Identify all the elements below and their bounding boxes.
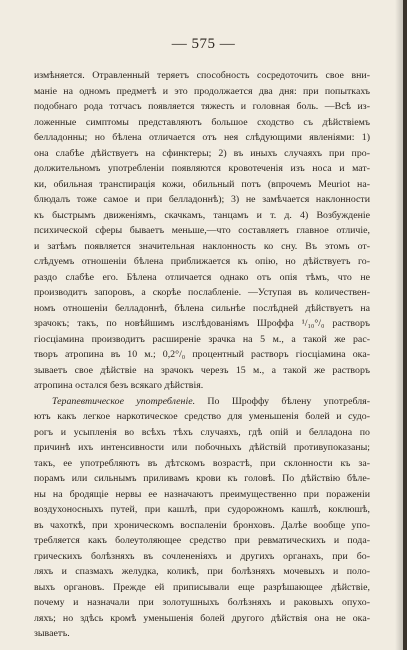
- text-line: выхъ органовъ. Прежде ей приписывали еще разрѣшающее дѣйствіе,: [34, 581, 370, 593]
- text-line: ны на бродящіе нервы ее назначаютъ преимущественно при пораженіи: [34, 488, 370, 500]
- paragraph-therapeutic-use: [34, 394, 370, 642]
- text-line: зрачокъ; такъ, по новѣйшимъ изслѣдованіямъ Шроффа ¹/₁₀°/₀ растворъ: [34, 318, 370, 329]
- text-line: причинѣ ихъ интенсивности или побочныхъ дѣйствій противупоказаны;: [34, 442, 370, 453]
- text-line: она слабѣе дѣйствуетъ на сфинктеры; 2) въ иныхъ случаяхъ при про-: [34, 147, 370, 159]
- text-line-heading: [34, 394, 370, 410]
- text-line: къ быстрымъ движеніямъ, скачкамъ, танцамъ и т. д. 4) Возбужденіе: [34, 209, 370, 221]
- text-line: порамъ или сильнымъ приливамъ крови къ головѣ. По дѣйствію бѣле-: [34, 473, 370, 484]
- section-heading: Терапевтическое употребленіе.: [52, 395, 196, 407]
- text-line: подобнаго рода тотчасъ появляется тяжесть и головная боль. —Всѣ из-: [34, 101, 370, 112]
- text-line: раздо слабѣе его. Бѣлена отличается однако отъ опія тѣмъ, что не: [34, 271, 370, 283]
- text-line: рогъ и усыпленія во всѣхъ тѣхъ случаяхъ, гдѣ опій и белладона по: [34, 426, 370, 438]
- text-line: ляхъ; но здѣсь кромѣ уменьшенія болей другого дѣйствія она не ока-: [34, 612, 370, 624]
- text-line: производитъ запоровъ, а скорѣе послабленіе. —Уступая въ количествен-: [34, 287, 370, 298]
- text-line: зываетъ свое дѣйствіе на зрачокъ черезъ 15 м., а такой же растворъ: [34, 364, 370, 376]
- text-line: номъ отношеніи белладоннѣ, бѣлена сильнѣе послѣдней дѣйствуетъ на: [34, 302, 370, 314]
- text-line: атропина остался безъ всякаго дѣйствія.: [34, 380, 204, 391]
- text-line: воздухоносныхъ путей, при кашлѣ, при судорожномъ кашлѣ, коклюшѣ,: [34, 504, 370, 515]
- text-line: и затѣмъ появляется значительная наклонность ко сну. Въ этомъ от-: [34, 240, 370, 252]
- text-line: ки, обильная транспирація кожи, обильный потъ (впрочемъ Meuriot на-: [34, 178, 370, 190]
- paragraph-symptoms: [34, 68, 370, 394]
- body-text: [34, 68, 370, 642]
- text-fragment: По Шроффу бѣлену употребля-: [195, 395, 370, 407]
- text-line: должительномъ употребленіи появляются кровотеченія изъ носа и мат-: [34, 163, 370, 174]
- page-number: — 575 —: [171, 36, 236, 52]
- text-line: въ чахоткѣ, при хроническомъ воспаленіи бронховъ. Далѣе вообще упо-: [34, 519, 370, 531]
- text-line: белладонны; но бѣлена отличается отъ нея слѣдующими явленіями: 1): [34, 132, 370, 143]
- text-line: маніе на одномъ предметѣ и это продолжается два дня: при попыткахъ: [34, 85, 370, 97]
- text-line: грическихъ болѣзняхъ въ сочлененіяхъ и другихъ органахъ, при бо-: [34, 550, 370, 562]
- text-line: требляется какъ болеутоляющее средство при ревматическихъ и пода-: [34, 535, 370, 546]
- page-edge-shadow: [395, 0, 403, 650]
- text-line: почему и назначали при золотушныхъ болѣзняхъ и раковыхъ опухо-: [34, 597, 370, 608]
- text-line: гіосціамина производитъ расширеніе зрачка на 5 м., а такой же рас-: [34, 333, 370, 345]
- text-line: ютъ какъ легкое наркотическое средство для уменьшенія болей и судо-: [34, 411, 370, 422]
- text-line: блюдалъ тоже самое и при белладоннѣ); 3) не замѣчается наклонности: [34, 194, 370, 205]
- text-line: ляхъ и спазмахъ желудка, коликѣ, при болѣзняхъ мочевыхъ и поло-: [34, 566, 370, 577]
- text-line: измѣняется. Отравленный теряетъ способность сосредоточить свое вни-: [34, 70, 370, 81]
- text-line: слѣдуемъ отношеніи бѣлена приближается къ опію, но дѣйствуетъ го-: [34, 256, 370, 267]
- text-line: такъ, ее употребляютъ въ дѣтскомъ возрастѣ, при склонности къ за-: [34, 457, 370, 469]
- text-line: зываетъ.: [34, 628, 70, 639]
- text-line: ложенные симптомы представляютъ большое сходство съ дѣйствіемъ: [34, 116, 370, 128]
- text-line: творъ атропина въ 10 м.; 0,2°/₀ процентный растворъ гіосціамина ока-: [34, 349, 370, 360]
- text-line: психической сферы бываетъ меньше,—что составляетъ главное отличіе,: [34, 225, 370, 236]
